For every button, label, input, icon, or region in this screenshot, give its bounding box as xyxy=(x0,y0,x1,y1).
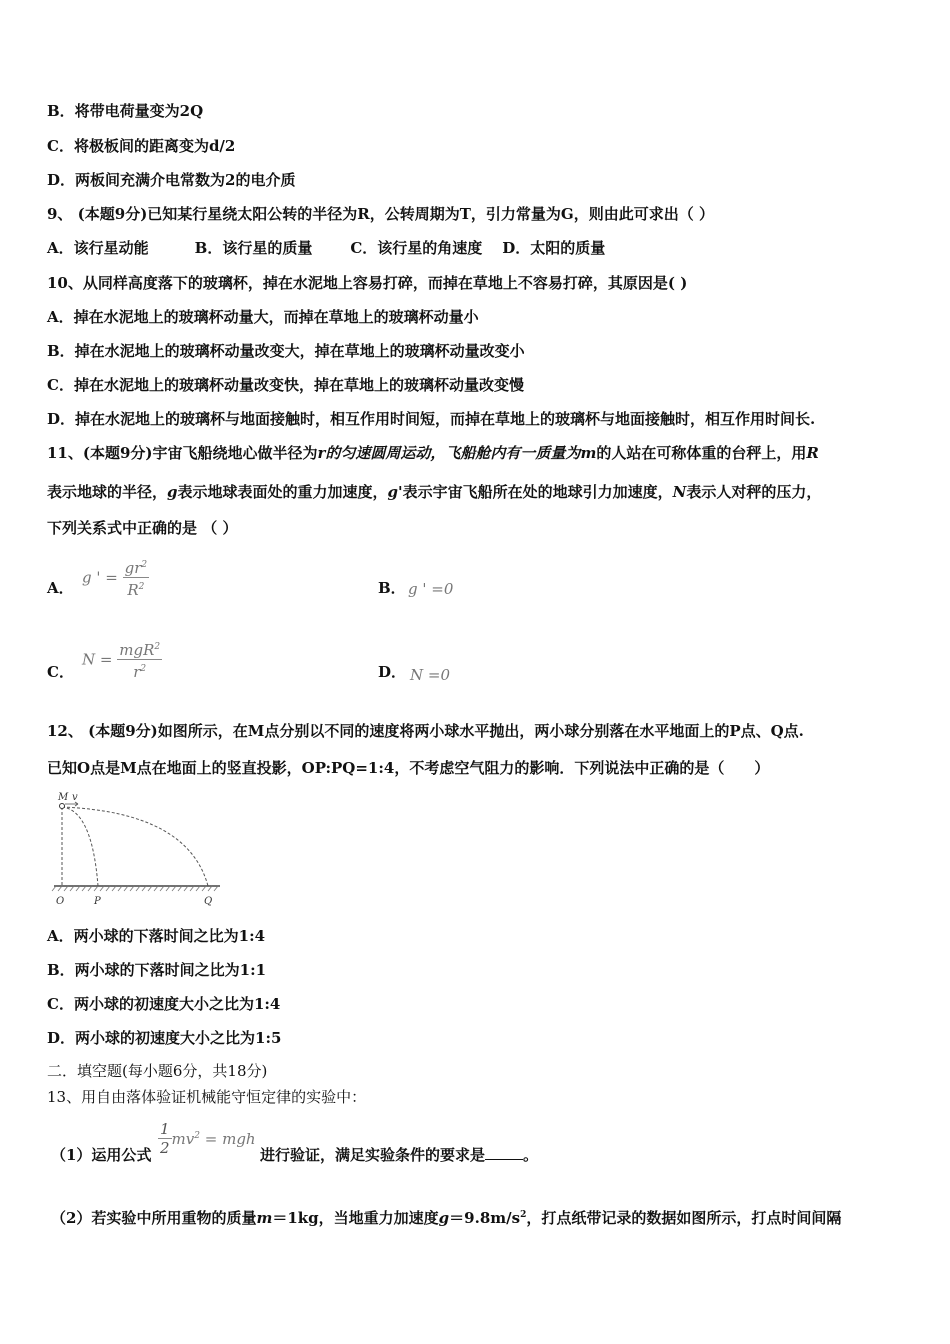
q9-option-c: C．该行星的角速度 xyxy=(350,239,483,257)
q8-option-d: D．两板间充满介电常数为2的电介质 xyxy=(47,171,296,189)
section-2-heading: 二．填空题(每小题6分，共18分) xyxy=(47,1062,268,1080)
q13-part1-prefix: （1）运用公式 xyxy=(51,1146,152,1164)
q9-stem: 9、 (本题9分)已知某行星绕太阳公转的半径为R，公转周期为T，引力常量为G，则由此可求出（ ） xyxy=(47,205,714,223)
q12-stem-line2: 已知O点是M点在地面上的竖直投影，OP:PQ=1:4，不考虑空气阻力的影响．下列说法中正确的是（ ） xyxy=(47,759,770,777)
q11-stem-line1: 11、(本题9分)宇宙飞船绕地心做半径为r的匀速圆周运动，飞船舱内有一质量为m的人站在可称体重的台秤上，用R xyxy=(47,444,819,462)
q9-option-d: D．太阳的质量 xyxy=(502,239,606,257)
launch-ball xyxy=(60,804,65,809)
q11-option-b-label: B． xyxy=(378,579,406,597)
label-v: v xyxy=(72,792,78,803)
q13-stem: 13、用自由落体验证机械能守恒定律的实验中： xyxy=(47,1088,367,1106)
q11-option-c-formula: N = $\frac{mgR^2}{r^2}$ xyxy=(82,638,162,681)
q8-option-b: B．将带电荷量变为2Q xyxy=(47,102,204,120)
label-m: M xyxy=(58,792,69,803)
label-o: O xyxy=(56,896,65,907)
q12-option-c: C．两小球的初速度大小之比为1:4 xyxy=(47,995,281,1013)
q10-option-a: A．掉在水泥地上的玻璃杯动量大，而掉在草地上的玻璃杯动量小 xyxy=(47,308,479,326)
q13-part2: （2）若实验中所用重物的质量m＝1kg，当地重力加速度$g=9.8m/s^2$，打点纸带记录的数据如图所示，打点时间间隔 xyxy=(51,1209,842,1227)
q10-option-d: D．掉在水泥地上的玻璃杯与地面接触时，相互作用时间短，而掉在草地上的玻璃杯与地面接触时，相互作用时间长. xyxy=(47,410,816,428)
q9-options xyxy=(47,238,605,258)
q8-option-c: C．将极板间的距离变为d/2 xyxy=(47,137,236,155)
q11-option-a-formula: g ' = $\frac{gr^2}{R^2}$ xyxy=(82,556,149,599)
q10-option-b: B．掉在水泥地上的玻璃杯动量改变大，掉在草地上的玻璃杯动量改变小 xyxy=(47,342,525,360)
q11-stem-line3: 下列关系式中正确的是 （ ） xyxy=(47,519,238,537)
answer-blank[interactable] xyxy=(485,1145,523,1160)
q11-option-d-label: D． xyxy=(378,663,407,681)
projectile-figure xyxy=(48,790,228,914)
q12-stem-line1: 12、 (本题9分)如图所示，在M点分别以不同的速度将两小球水平抛出，两小球分别落在水平地面上的P点、Q点. xyxy=(47,722,804,740)
q12-option-b: B．两小球的下落时间之比为1:1 xyxy=(47,961,267,979)
q11-option-a-label: A． xyxy=(47,579,74,597)
trajectory-to-q xyxy=(62,807,208,886)
q12-option-d: D．两小球的初速度大小之比为1:5 xyxy=(47,1029,282,1047)
q12-option-a: A．两小球的下落时间之比为1:4 xyxy=(47,927,266,945)
q9-option-b: B．该行星的质量 xyxy=(194,239,313,257)
q11-option-c-label: C． xyxy=(47,663,74,681)
label-p: P xyxy=(94,896,101,907)
q13-part1-suffix: 进行验证，满足实验条件的要求是 。 xyxy=(260,1146,539,1164)
projectile-diagram xyxy=(48,790,228,910)
trajectory-to-p xyxy=(62,807,98,886)
q11-stem-line2: 表示地球的半径，g表示地球表面处的重力加速度，g'表示宇宙飞船所在处的地球引力加速度，N表示人对秤的压力， xyxy=(47,483,822,501)
q10-option-c: C．掉在水泥地上的玻璃杯动量改变快，掉在草地上的玻璃杯动量改变慢 xyxy=(47,376,524,394)
q13-formula: $\frac{1}{2}$ $mv^2$ = mgh xyxy=(160,1120,256,1157)
q11-option-d-formula: N =0 xyxy=(410,666,451,684)
q9-option-a: A．该行星动能 xyxy=(47,239,149,257)
label-q: Q xyxy=(204,896,213,907)
q11-option-b-formula: g ' =0 xyxy=(408,580,454,598)
q10-stem: 10、从同样高度落下的玻璃杯，掉在水泥地上容易打碎，而掉在草地上不容易打碎，其原因是( ) xyxy=(47,274,688,292)
